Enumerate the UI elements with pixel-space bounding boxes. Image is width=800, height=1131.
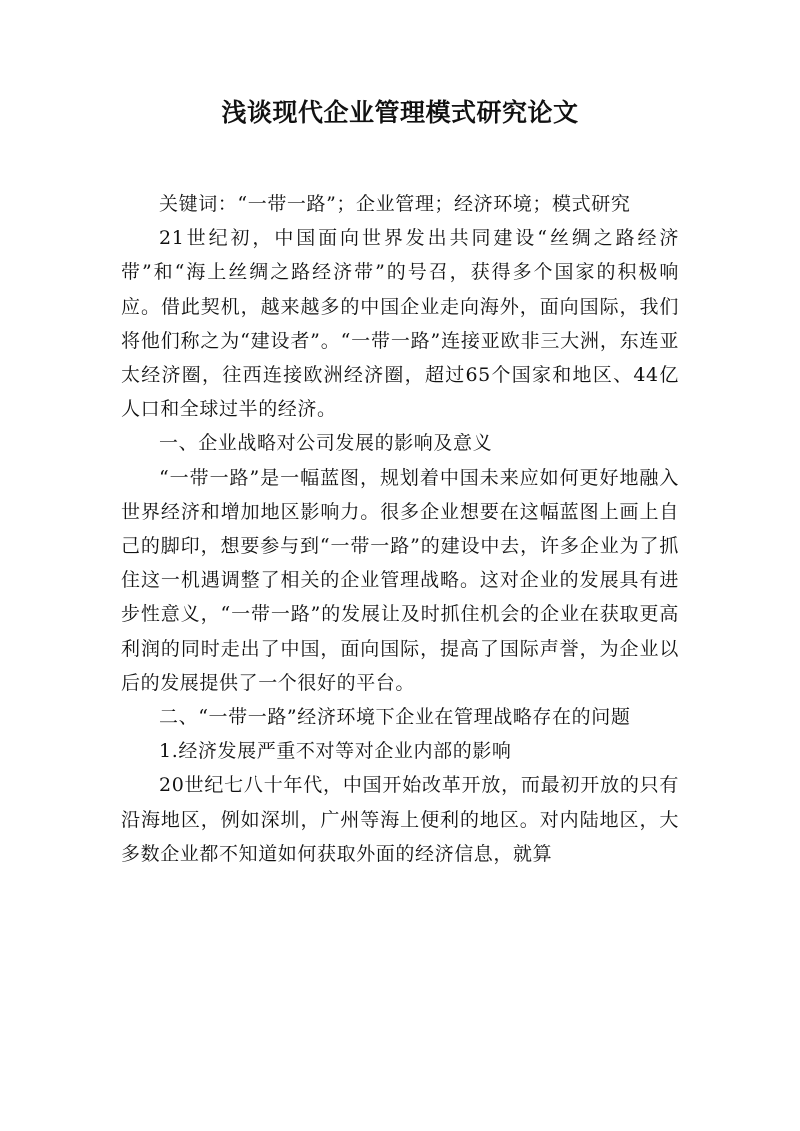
- intro-paragraph: 21世纪初，中国面向世界发出共同建设“丝绸之路经济带”和“海上丝绸之路经济带”的号召，获得多个国家的积极响应。借此契机，越来越多的中国企业走向海外，面向国际，我们将他们称之为“建设者”。“一带一路”连接亚欧非三大洲，东连亚太经济圈，往西连接欧洲经济圈，超过65个国家和地区、44亿人口和全球过半的经济。: [121, 227, 679, 421]
- section-heading-1: 一、企业战略对公司发展的影响及意义: [159, 432, 493, 455]
- subsection-heading-1: 1.经济发展严重不对等对企业内部的影响: [159, 740, 512, 763]
- document-title: 浅谈现代企业管理模式研究论文: [221, 98, 579, 127]
- subsection-1-paragraph: 20世纪七八十年代，中国开始改革开放，而最初开放的只有沿海地区，例如深圳，广州等海上便利的地区。对内陆地区，大多数企业都不知道如何获取外面的经济信息，就算: [121, 774, 679, 865]
- document-body: [121, 187, 679, 871]
- keywords-paragraph: 关键词：“一带一路”；企业管理；经济环境；模式研究: [159, 193, 631, 215]
- section-heading-2: 二、“一带一路”经济环境下企业在管理战略存在的问题: [159, 706, 631, 729]
- section-1-paragraph: “一带一路”是一幅蓝图，规划着中国未来应如何更好地融入世界经济和增加地区影响力。很多企业想要在这幅蓝图上画上自己的脚印，想要参与到“一带一路”的建设中去，许多企业为了抓住这一机遇调整了相关的企业管理战略。这对企业的发展具有进步性意义，“一带一路”的发展让及时抓住机会的企业在获取更高利润的同时走出了中国，面向国际，提高了国际声誉，为企业以后的发展提供了一个很好的平台。: [121, 466, 679, 694]
